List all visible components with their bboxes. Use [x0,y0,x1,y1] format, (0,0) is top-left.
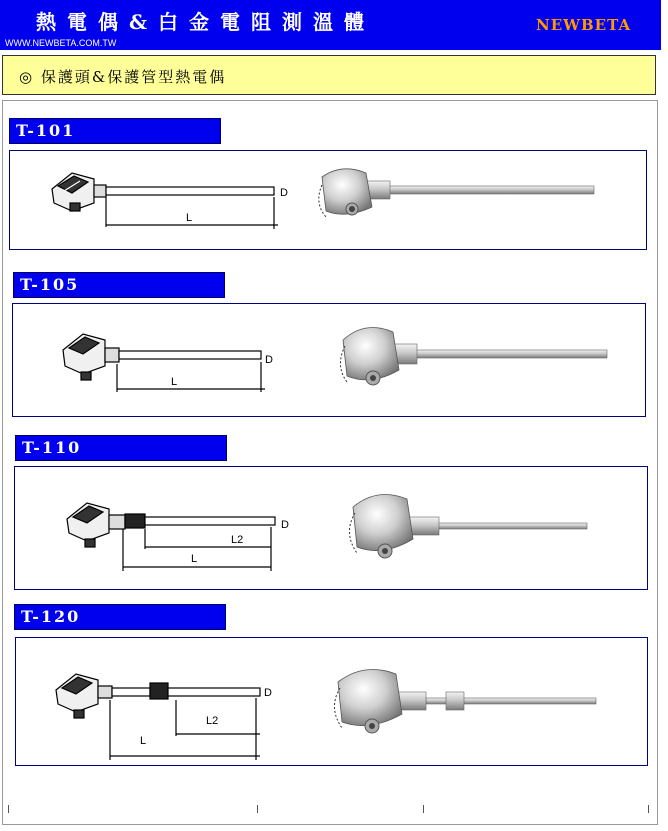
model-label: T-101 [16,121,76,140]
schematic-diagram [67,503,275,571]
ruler-tick [257,805,258,813]
product-photo [334,670,596,734]
category-bar [2,55,656,95]
dim-label-d: D [265,354,273,366]
page-header [0,0,661,50]
product-box-t101 [9,150,647,250]
page-title: 熱電偶&白金電阻測溫體 [36,10,376,34]
dim-label-l2: L2 [206,715,219,727]
website-url: WWW.NEWBETA.COM.TW [5,38,117,48]
dim-label-l: L [186,212,193,224]
category-title: ◎ 保護頭&保護管型熱電偶 [19,68,227,86]
product-drawing-t120 [16,638,649,767]
brand-logo-text: NEWBETA [536,16,632,34]
dim-label-d: D [281,519,289,531]
model-tab-t120 [14,604,226,630]
product-drawing-t101 [10,151,648,251]
model-label: T-120 [21,607,81,626]
product-photo [319,169,594,217]
dim-label-l2: L2 [231,534,244,546]
dim-label-l: L [140,735,147,747]
ruler-tick [648,805,649,813]
product-box-t110 [14,466,648,590]
ruler-tick [8,805,9,813]
dim-label-d: D [280,187,288,199]
model-tab-t101 [9,118,221,144]
product-drawing-t110 [15,467,649,591]
ruler-tick [423,805,424,813]
schematic-diagram [63,334,265,392]
dim-label-d: D [264,687,272,699]
model-label: T-105 [20,275,80,294]
product-drawing-t105 [13,304,647,418]
dim-label-l: L [191,553,198,565]
schematic-diagram [56,674,260,760]
model-tab-t105 [13,272,225,298]
schematic-diagram [52,173,278,229]
product-photo [349,495,587,559]
model-label: T-110 [22,438,82,457]
product-box-t120 [15,637,648,766]
model-tab-t110 [15,435,227,461]
product-box-t105 [12,303,646,417]
product-photo [340,328,607,386]
dim-label-l: L [171,376,178,388]
